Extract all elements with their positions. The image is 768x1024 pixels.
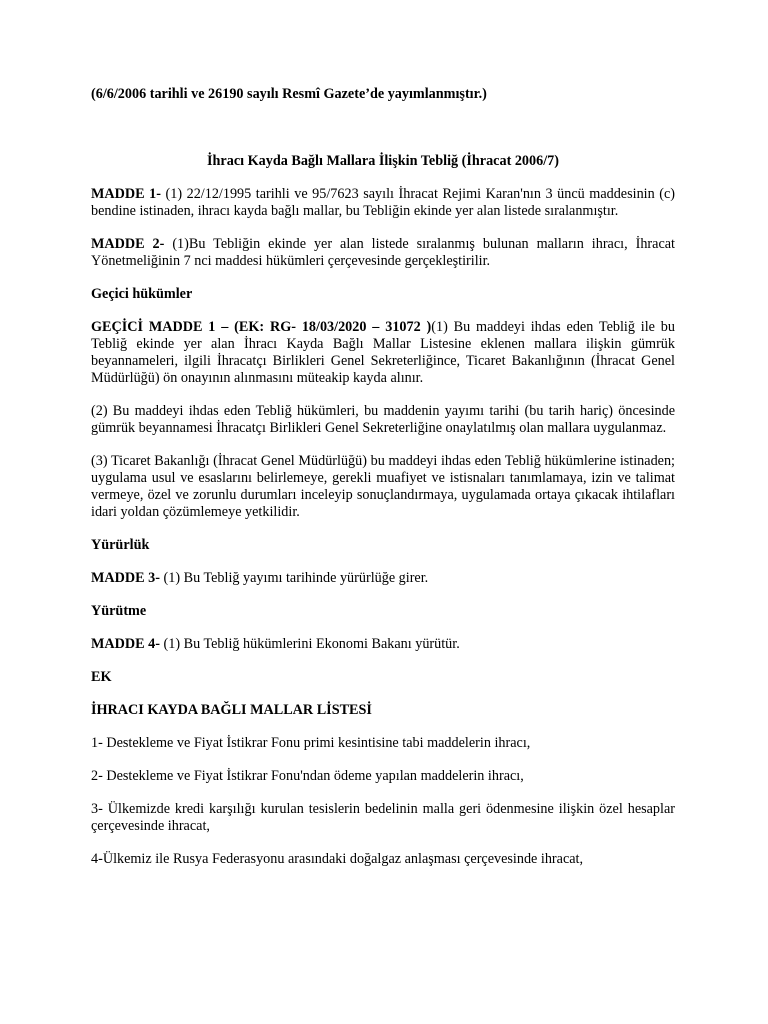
transitional-article-1-para-2: (2) Bu maddeyi ihdas eden Tebliğ hükümleri, bu maddenin yayımı tarihi (bu tarih hariç) öncesinde gümrük beyannamesi İhracatçı Birlikleri Genel Sekreterliğine onaylatılmış olan mallara uygulanmaz. bbox=[91, 403, 675, 436]
effective-heading: Yürürlük bbox=[91, 537, 150, 553]
article-2-label: MADDE 2- bbox=[91, 236, 165, 252]
article-1-label: MADDE 1- bbox=[91, 186, 161, 202]
article-1 bbox=[91, 186, 675, 220]
annex-item: 2- Destekleme ve Fiyat İstikrar Fonu'ndan ödeme yapılan maddelerin ihracı, bbox=[91, 768, 524, 784]
article-4-text: (1) Bu Tebliğ hükümlerini Ekonomi Bakanı yürütür. bbox=[159, 636, 460, 652]
transitional-article-1-label: GEÇİCİ MADDE 1 – (EK: RG- 18/03/2020 – 31072 ) bbox=[91, 319, 432, 335]
article-1-text: (1) 22/12/1995 tarihli ve 95/7623 sayılı İhracat Rejimi Karan'nın 3 üncü maddesinin (c) bendine istinaden, ihracı kayda bağlı mallar, bu Tebliğin ekinde yer alan listede sıralanmıştır. bbox=[91, 186, 675, 219]
transitional-article-1-text: (1) Bu maddeyi ihdas eden Tebliğ ile bu Tebliğ ekinde yer alan İhracı Kayda Bağlı Mallar Listesine eklenen mallara ilişkin gümrük beyannameleri, ilgili İhracatçı Birlikleri Genel Sekreterliğince, Ticaret Bakanlığının (İhracat Genel Müdürlüğü) ön onayının alınmasını müteakip kayda alınır. bbox=[91, 319, 675, 386]
article-2 bbox=[91, 236, 675, 270]
article-4-label: MADDE 4- bbox=[91, 636, 160, 652]
annex-item: 3- Ülkemizde kredi karşılığı kurulan tesislerin bedelinin malla geri ödenmesine ilişkin özel hesaplar çerçevesinde ihracat, bbox=[91, 801, 675, 834]
annex-item: 1- Destekleme ve Fiyat İstikrar Fonu primi kesintisine tabi maddelerin ihracı, bbox=[91, 735, 531, 751]
annex-title: İHRACI KAYDA BAĞLI MALLAR LİSTESİ bbox=[91, 702, 372, 718]
transitional-heading: Geçici hükümler bbox=[91, 286, 193, 302]
article-4 bbox=[91, 636, 675, 653]
article-3-label: MADDE 3- bbox=[91, 570, 160, 586]
annex-label: EK bbox=[91, 669, 112, 685]
enforcement-heading: Yürütme bbox=[91, 603, 147, 619]
publication-note: (6/6/2006 tarihli ve 26190 sayılı Resmî Gazete’de yayımlanmıştır.) bbox=[91, 86, 487, 102]
article-2-text: (1)Bu Tebliğin ekinde yer alan listede sıralanmış bulunan malların ihracı, İhracat Yönetmeliğinin 7 nci maddesi hükümleri çerçevesinde gerçekleştirilir. bbox=[91, 236, 675, 269]
article-3-text: (1) Bu Tebliğ yayımı tarihinde yürürlüğe girer. bbox=[159, 570, 429, 586]
article-3 bbox=[91, 570, 675, 587]
transitional-article-1 bbox=[91, 319, 675, 387]
document-title: İhracı Kayda Bağlı Mallara İlişkin Tebliğ (İhracat 2006/7) bbox=[207, 153, 559, 169]
document-body bbox=[91, 86, 675, 868]
annex-item: 4-Ülkemiz ile Rusya Federasyonu arasındaki doğalgaz anlaşması çerçevesinde ihracat, bbox=[91, 851, 584, 867]
transitional-article-1-para-3: (3) Ticaret Bakanlığı (İhracat Genel Müdürlüğü) bu maddeyi ihdas eden Tebliğ hükümlerine istinaden; uygulama usul ve esaslarını belirlemeye, gerekli muafiyet ve istisnaları tanımlamaya, izin ve talimat vermeye, özel ve zorunlu durumları inceleyip sonuçlandırmaya, uygulamada ortaya çıkacak ihtilafları idari yoldan çözümlemeye yetkilidir. bbox=[91, 453, 675, 520]
